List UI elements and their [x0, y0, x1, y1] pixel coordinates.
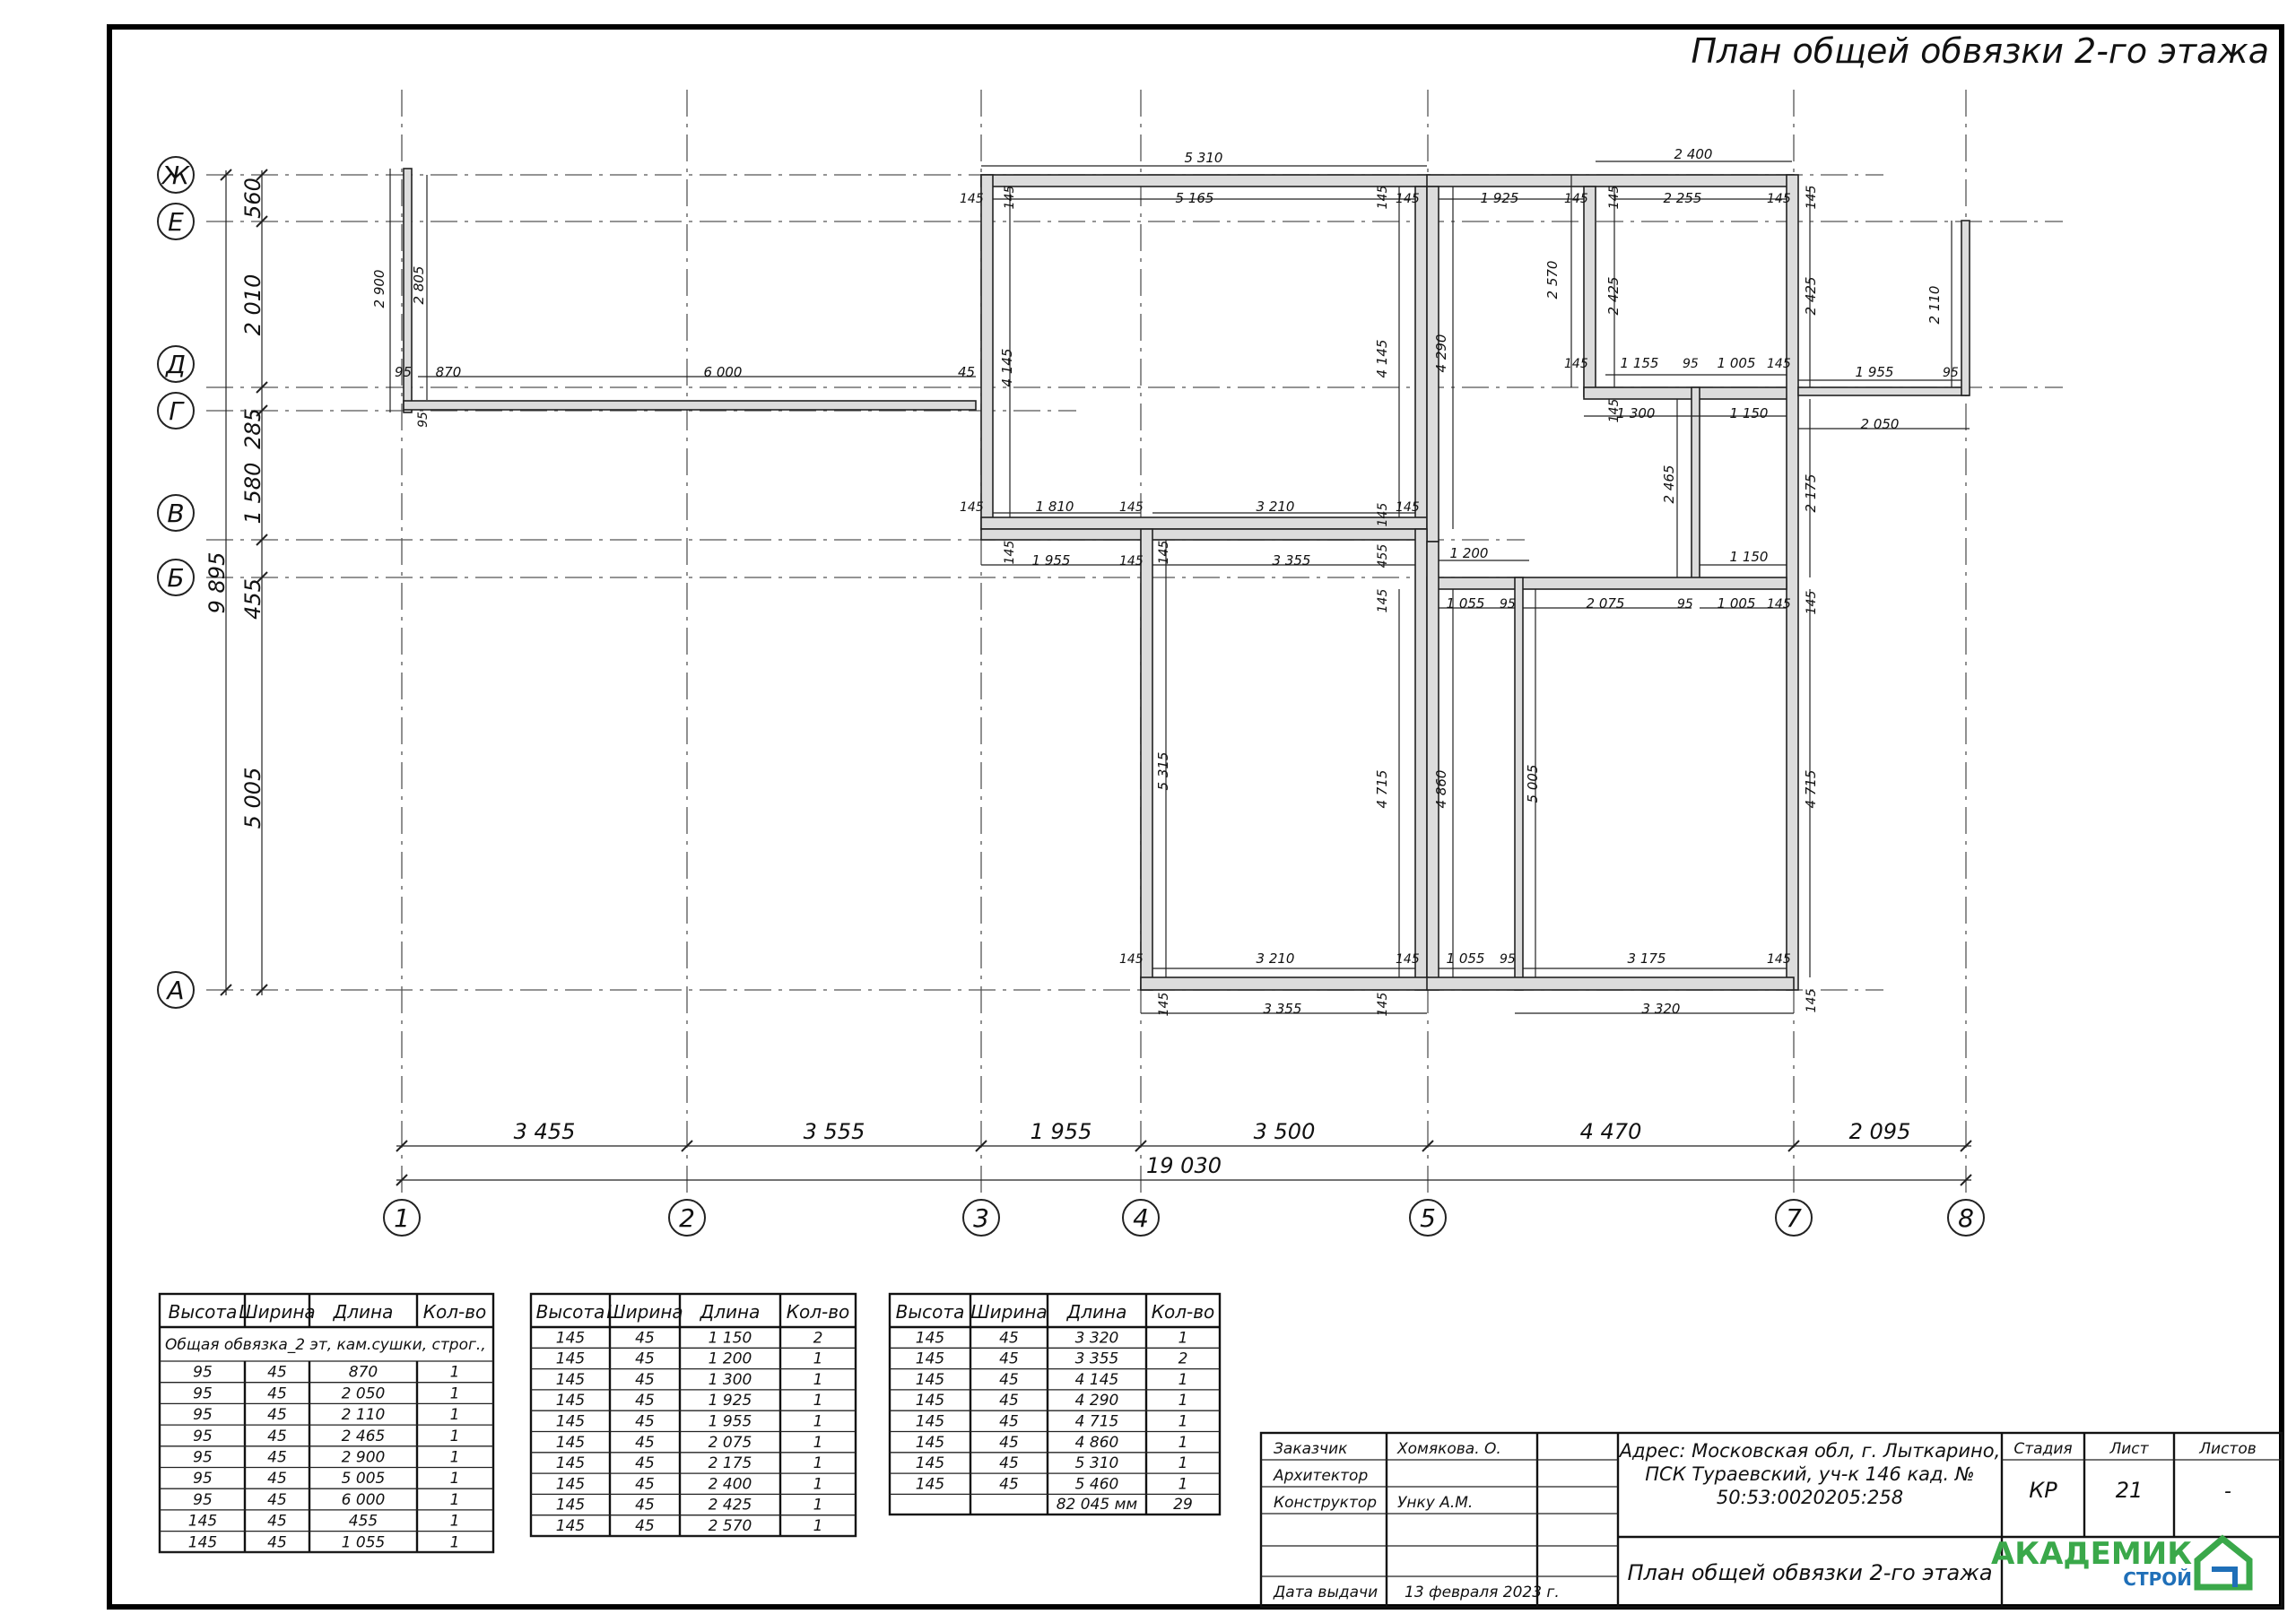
axis-label-zh: Ж — [161, 161, 190, 190]
beam-top-57 — [1427, 175, 1794, 187]
spec-table-1 — [160, 1294, 493, 1552]
table-cell: 1 — [1178, 1392, 1188, 1410]
bottom-dim-2: 3 555 — [803, 1119, 865, 1144]
dim-145w: 145 — [1396, 952, 1420, 967]
dim-1925: 1 925 — [1480, 190, 1519, 206]
dim-1005a: 1 005 — [1717, 355, 1756, 371]
bottom-dim-5: 4 470 — [1579, 1119, 1642, 1144]
customer-label: Заказчик — [1274, 1440, 1348, 1458]
bottom-axis-bubbles — [384, 1200, 1984, 1236]
table-cell: 95 — [193, 1363, 213, 1382]
left-dimension-chain — [204, 169, 267, 995]
table-cell: 2 — [813, 1329, 823, 1348]
total-height: 9 895 — [204, 551, 230, 614]
dim-145d: 145 — [1396, 192, 1420, 206]
dim-4145b: 4 145 — [1374, 339, 1390, 378]
table-cell: 145 — [915, 1370, 945, 1389]
designer-value: Унку А.М. — [1397, 1494, 1474, 1512]
table-cell: 45 — [267, 1490, 287, 1509]
table-cell: 95 — [193, 1470, 213, 1488]
t2-header-width: Ширина — [606, 1301, 683, 1323]
left-dim-285: 285 — [240, 408, 265, 449]
table-cell: 45 — [635, 1517, 655, 1535]
beam-v-line — [981, 529, 1427, 540]
beam-inner-vertical-2 — [1515, 577, 1523, 990]
dim-2805: 2 805 — [411, 265, 427, 305]
table-cell: 145 — [555, 1454, 586, 1473]
vertical-axis-lines — [402, 90, 1966, 1202]
table-cell: 45 — [999, 1370, 1019, 1389]
table-cell: 870 — [348, 1363, 378, 1382]
left-dim-455: 455 — [240, 578, 265, 620]
dim-2175: 2 175 — [1803, 473, 1819, 513]
dim-145e: 145 — [1564, 192, 1588, 206]
table-cell: 45 — [635, 1454, 655, 1473]
beam-axis3-vertical — [981, 175, 993, 529]
dim-145a: 145 — [960, 192, 984, 206]
table-cell: 45 — [999, 1412, 1019, 1431]
dim-2425a: 2 425 — [1605, 276, 1622, 316]
dim-145t: 145 — [1767, 597, 1791, 612]
table-cell: 45 — [267, 1533, 287, 1552]
dim-4715a: 4 715 — [1374, 769, 1390, 809]
spec-table-3 — [890, 1294, 1220, 1515]
t3-total-length: 82 045 мм — [1056, 1496, 1138, 1514]
dim-455: 455 — [1376, 543, 1390, 568]
table-cell: 1 — [1178, 1454, 1188, 1473]
dim-5165: 5 165 — [1175, 190, 1214, 206]
table-cell: 2 075 — [708, 1433, 752, 1452]
bottom-dim-3: 1 955 — [1030, 1119, 1092, 1144]
axis-label-1: 1 — [394, 1203, 410, 1233]
stage-label: Стадия — [2013, 1440, 2073, 1458]
t1-header-count: Кол-во — [422, 1301, 487, 1323]
table-cell: 4 145 — [1074, 1370, 1119, 1389]
table-cell: 145 — [915, 1433, 945, 1452]
architect-label: Архитектор — [1274, 1467, 1369, 1485]
beam-middle-35 — [981, 517, 1427, 529]
dim-1150a: 1 150 — [1729, 405, 1769, 421]
table-cell: 1 955 — [708, 1412, 752, 1431]
table-cell: 1 — [813, 1496, 823, 1515]
table-cell: 1 — [1178, 1433, 1188, 1452]
dim-145v: 145 — [1119, 952, 1144, 967]
sheets-value: - — [2224, 1480, 2231, 1503]
table-cell: 1 — [1178, 1475, 1188, 1494]
dim-145f: 145 — [1607, 185, 1622, 210]
dim-2900: 2 900 — [371, 269, 387, 308]
dim-145g: 145 — [1767, 192, 1791, 206]
dim-3320: 3 320 — [1641, 1001, 1681, 1017]
beams — [404, 169, 1970, 990]
address-line-2: ПСК Тураевский, уч-к 146 кад. № — [1645, 1463, 1975, 1485]
t3-header-count: Кол-во — [1151, 1301, 1215, 1323]
table-cell: 45 — [267, 1427, 287, 1445]
table-cell: 145 — [915, 1454, 945, 1473]
title-block — [1261, 1433, 2282, 1607]
table-cell: 2 175 — [708, 1454, 752, 1473]
table-cell: 45 — [267, 1448, 287, 1467]
dim-2110: 2 110 — [1926, 285, 1943, 325]
bottom-dim-4: 3 500 — [1253, 1119, 1316, 1144]
dim-2465: 2 465 — [1661, 464, 1677, 504]
axis-label-d: Д — [166, 350, 186, 379]
axis-label-5: 5 — [1420, 1203, 1436, 1233]
drawing-frame — [109, 27, 2282, 1607]
table-cell: 45 — [267, 1470, 287, 1488]
dim-1005b: 1 005 — [1717, 595, 1756, 612]
beam-room-bottom — [1584, 387, 1794, 399]
table-cell: 145 — [915, 1350, 945, 1368]
left-dim-1580: 1 580 — [240, 462, 265, 525]
table-cell: 145 — [555, 1392, 586, 1410]
beam-right-vertical — [1961, 221, 1970, 395]
dim-145y: 145 — [1157, 992, 1171, 1017]
table-cell: 145 — [555, 1350, 586, 1368]
dim-145i: 145 — [1564, 357, 1588, 371]
dim-95b: 95 — [416, 412, 430, 428]
beam-axis4-vertical — [1141, 529, 1152, 990]
logo-sub-text: СТРОЙ — [2123, 1568, 2192, 1590]
dim-1150b: 1 150 — [1729, 549, 1769, 565]
dim-870: 870 — [435, 364, 462, 380]
t3-rows — [890, 1329, 1220, 1494]
table-cell: 45 — [635, 1475, 655, 1494]
dim-5315: 5 315 — [1155, 751, 1171, 791]
dim-145x: 145 — [1767, 952, 1791, 967]
t3-total-count: 29 — [1173, 1496, 1193, 1514]
table-cell: 455 — [348, 1512, 378, 1531]
table-cell: 95 — [193, 1427, 213, 1445]
beam-axis5-vertical-upper — [1415, 187, 1427, 529]
table-cell: 3 320 — [1074, 1329, 1119, 1348]
customer-value: Хомякова. О. — [1397, 1440, 1501, 1458]
beam-top-35 — [981, 175, 1430, 187]
table-cell: 45 — [999, 1392, 1019, 1410]
dim-145o: 145 — [1396, 500, 1420, 515]
dim-3175: 3 175 — [1627, 950, 1666, 967]
dim-95c: 95 — [1683, 357, 1699, 371]
table-cell: 145 — [555, 1329, 586, 1348]
table-cell: 95 — [193, 1406, 213, 1425]
table-cell: 95 — [193, 1384, 213, 1403]
sheets-label: Листов — [2199, 1440, 2257, 1458]
table-cell: 45 — [635, 1350, 655, 1368]
axis-label-a: А — [167, 976, 185, 1005]
logo-main-text: АКАДЕМИК — [1990, 1536, 2192, 1572]
table-cell: 2 465 — [341, 1427, 386, 1445]
dim-145u: 145 — [1805, 590, 1819, 615]
dim-4860: 4 860 — [1433, 769, 1449, 809]
table-cell: 45 — [635, 1392, 655, 1410]
axis-label-b: Б — [167, 563, 185, 593]
table-cell: 45 — [635, 1496, 655, 1515]
dim-1155: 1 155 — [1620, 355, 1659, 371]
table-cell: 145 — [915, 1475, 945, 1494]
table-cell: 45 — [635, 1329, 655, 1348]
axis-label-3: 3 — [973, 1203, 989, 1233]
t2-rows — [531, 1329, 856, 1536]
table-cell: 1 — [1178, 1412, 1188, 1431]
axis-label-4: 4 — [1133, 1203, 1149, 1233]
table-cell: 2 400 — [708, 1475, 752, 1494]
table-cell: 45 — [635, 1370, 655, 1389]
drawing-title: План общей обвязки 2-го этажа — [1691, 31, 2269, 71]
dim-5310: 5 310 — [1184, 150, 1223, 166]
t3-header-length: Длина — [1066, 1301, 1127, 1323]
dim-145h: 145 — [1805, 185, 1819, 210]
table-cell: 145 — [915, 1412, 945, 1431]
table-cell: 145 — [915, 1329, 945, 1348]
table-cell: 1 925 — [708, 1392, 752, 1410]
beam-left-horizontal — [404, 401, 976, 410]
table-cell: 2 050 — [341, 1384, 386, 1403]
dim-145n: 145 — [1376, 502, 1390, 527]
beam-axis7-vertical — [1787, 175, 1798, 990]
dim-145m: 145 — [1119, 500, 1144, 515]
table-cell: 1 — [449, 1363, 460, 1382]
table-cell: 145 — [555, 1433, 586, 1452]
dim-4290: 4 290 — [1433, 334, 1449, 373]
table-cell: 45 — [267, 1363, 287, 1382]
table-cell: 2 — [1178, 1350, 1188, 1368]
date-label: Дата выдачи — [1274, 1584, 1378, 1601]
dim-95a: 95 — [395, 364, 413, 380]
dim-6000: 6 000 — [703, 364, 743, 380]
t2-header-height: Высота — [535, 1301, 605, 1323]
beam-axis5b — [1427, 542, 1439, 990]
table-cell: 145 — [555, 1370, 586, 1389]
bottom-dim-1: 3 455 — [513, 1119, 576, 1144]
sheet-label: Лист — [2109, 1440, 2149, 1458]
spec-table-2 — [531, 1294, 856, 1536]
dim-145k: 145 — [1607, 398, 1622, 423]
table-cell: 1 — [449, 1490, 460, 1509]
table-cell: 1 — [449, 1512, 460, 1531]
address-line-1: Адрес: Московская обл, г. Лыткарино, — [1619, 1440, 2001, 1462]
table-cell: 4 860 — [1074, 1433, 1119, 1452]
dim-4145a: 4 145 — [999, 348, 1015, 387]
address-line-3: 50:53:0020205:258 — [1716, 1487, 1904, 1508]
stage-value: КР — [2029, 1478, 2057, 1503]
dim-1300: 1 300 — [1616, 405, 1656, 421]
table-cell: 1 — [813, 1412, 823, 1431]
dim-45: 45 — [958, 364, 976, 380]
table-cell: 95 — [193, 1490, 213, 1509]
table-cell: 1 — [813, 1475, 823, 1494]
left-dim-2010: 2 010 — [240, 273, 265, 336]
sheet-name: План общей обвязки 2-го этажа — [1627, 1560, 1993, 1585]
table-cell: 1 — [449, 1427, 460, 1445]
dim-2075: 2 075 — [1586, 595, 1625, 612]
dim-145p: 145 — [1003, 540, 1017, 565]
axis-label-v: В — [167, 499, 185, 528]
dim-145z: 145 — [1376, 992, 1390, 1017]
table-cell: 1 — [813, 1350, 823, 1368]
dim-145c: 145 — [1376, 185, 1390, 210]
t1-rows — [160, 1364, 493, 1553]
dim-3210a: 3 210 — [1256, 499, 1295, 515]
logo-house-icon — [2197, 1539, 2249, 1587]
dim-2570: 2 570 — [1544, 260, 1561, 299]
dim-145j: 145 — [1767, 357, 1791, 371]
table-cell: 45 — [635, 1433, 655, 1452]
total-width: 19 030 — [1146, 1153, 1222, 1178]
table-cell: 1 — [449, 1448, 460, 1467]
table-cell: 2 425 — [708, 1496, 752, 1515]
t2-header-count: Кол-во — [786, 1301, 850, 1323]
dim-1810: 1 810 — [1035, 499, 1074, 515]
table-cell: 1 — [1178, 1370, 1188, 1389]
dim-2255: 2 255 — [1663, 190, 1702, 206]
t1-header-length: Длина — [333, 1301, 394, 1323]
dim-1055b: 1 055 — [1446, 950, 1485, 967]
t3-header-width: Ширина — [970, 1301, 1048, 1323]
table-cell: 4 715 — [1074, 1412, 1119, 1431]
dim-2425b: 2 425 — [1803, 276, 1819, 316]
table-cell: 145 — [555, 1412, 586, 1431]
table-cell: 5 310 — [1074, 1454, 1119, 1473]
table-cell: 1 — [449, 1406, 460, 1425]
table-cell: 1 — [813, 1454, 823, 1473]
t3-header-height: Высота — [895, 1301, 965, 1323]
table-cell: 145 — [915, 1392, 945, 1410]
sheet-value: 21 — [2115, 1478, 2144, 1503]
dim-95e: 95 — [1500, 597, 1516, 612]
beam-bottom-57 — [1427, 977, 1794, 990]
axis-label-7: 7 — [1786, 1203, 1802, 1233]
table-cell: 1 — [449, 1470, 460, 1488]
table-cell: 1 — [813, 1433, 823, 1452]
dim-145q: 145 — [1119, 554, 1144, 568]
table-cell: 1 — [813, 1392, 823, 1410]
beam-bottom-45 — [1141, 977, 1428, 990]
table-cell: 45 — [267, 1512, 287, 1531]
table-cell: 145 — [555, 1517, 586, 1535]
bottom-dim-6: 2 095 — [1848, 1119, 1911, 1144]
table-cell: 3 355 — [1074, 1350, 1119, 1368]
axis-label-e: Е — [168, 207, 184, 237]
table-cell: 1 — [449, 1533, 460, 1552]
table-cell: 145 — [555, 1475, 586, 1494]
axis-label-g: Г — [169, 396, 183, 426]
date-value: 13 февраля 2023 г. — [1405, 1584, 1560, 1601]
table-cell: 95 — [193, 1448, 213, 1467]
table-cell: 1 — [813, 1370, 823, 1389]
dim-4715b: 4 715 — [1803, 769, 1819, 809]
table-cell: 1 200 — [708, 1350, 752, 1368]
dim-1955a: 1 955 — [1855, 364, 1894, 380]
dim-1200: 1 200 — [1449, 545, 1489, 561]
dim-95g: 95 — [1500, 952, 1516, 967]
beam-right-horizontal — [1798, 387, 1969, 395]
designer-label: Конструктор — [1274, 1494, 1378, 1512]
dim-145s: 145 — [1376, 588, 1390, 613]
left-dim-560: 560 — [240, 178, 265, 219]
table-cell: 145 — [187, 1533, 218, 1552]
dim-95f: 95 — [1677, 597, 1693, 612]
left-axis-bubbles — [158, 157, 194, 1008]
table-cell: 2 110 — [341, 1406, 386, 1425]
table-cell: 45 — [635, 1412, 655, 1431]
table-cell: 45 — [999, 1350, 1019, 1368]
table-cell: 145 — [555, 1496, 586, 1515]
table-cell: 2 900 — [341, 1448, 386, 1467]
t2-header-length: Длина — [700, 1301, 761, 1323]
dim-145r: 145 — [1157, 540, 1171, 565]
table-cell: 6 000 — [341, 1490, 386, 1509]
dim-2400: 2 400 — [1674, 146, 1713, 162]
table-cell: 5 460 — [1074, 1475, 1119, 1494]
table-cell: 45 — [999, 1475, 1019, 1494]
table-cell: 1 — [449, 1384, 460, 1403]
dim-145b: 145 — [1003, 185, 1017, 210]
table-cell: 1 — [813, 1517, 823, 1535]
akademik-stroy-logo — [1991, 1536, 2249, 1590]
left-dim-5005: 5 005 — [240, 767, 265, 829]
beam-inner-vertical — [1692, 387, 1700, 586]
table-cell: 1 055 — [341, 1533, 386, 1552]
table-cell: 1 — [1178, 1329, 1188, 1348]
dim-3355b: 3 355 — [1263, 1001, 1302, 1017]
table-cell: 45 — [267, 1384, 287, 1403]
dim-3355a: 3 355 — [1272, 552, 1311, 568]
table-cell: 45 — [999, 1433, 1019, 1452]
table-cell: 45 — [999, 1454, 1019, 1473]
t1-group-title: Общая обвязка_2 эт, кам.сушки, строг., — [165, 1336, 486, 1354]
dim-2050: 2 050 — [1860, 416, 1900, 432]
table-cell: 5 005 — [341, 1470, 386, 1488]
t1-header-height: Высота — [168, 1301, 238, 1323]
dim-1955b: 1 955 — [1031, 552, 1071, 568]
dim-1055a: 1 055 — [1446, 595, 1485, 612]
table-cell: 2 570 — [708, 1517, 752, 1535]
beam-b-line — [1427, 577, 1787, 589]
bottom-dimension-chain — [396, 1119, 1971, 1185]
axis-label-8: 8 — [1958, 1203, 1974, 1233]
table-cell: 145 — [187, 1512, 218, 1531]
table-cell: 45 — [999, 1329, 1019, 1348]
table-cell: 1 150 — [708, 1329, 752, 1348]
dim-3210b: 3 210 — [1256, 950, 1295, 967]
dim-5005: 5 005 — [1525, 764, 1541, 803]
table-cell: 45 — [267, 1406, 287, 1425]
t1-header-width: Ширина — [239, 1301, 316, 1323]
dim-145aa: 145 — [1805, 988, 1819, 1013]
dim-145l: 145 — [960, 500, 984, 515]
table-cell: 4 290 — [1074, 1392, 1119, 1410]
dim-95d: 95 — [1943, 366, 1959, 380]
table-cell: 1 300 — [708, 1370, 752, 1389]
axis-label-2: 2 — [679, 1203, 695, 1233]
beam-axis5-vertical-lower — [1415, 529, 1427, 990]
